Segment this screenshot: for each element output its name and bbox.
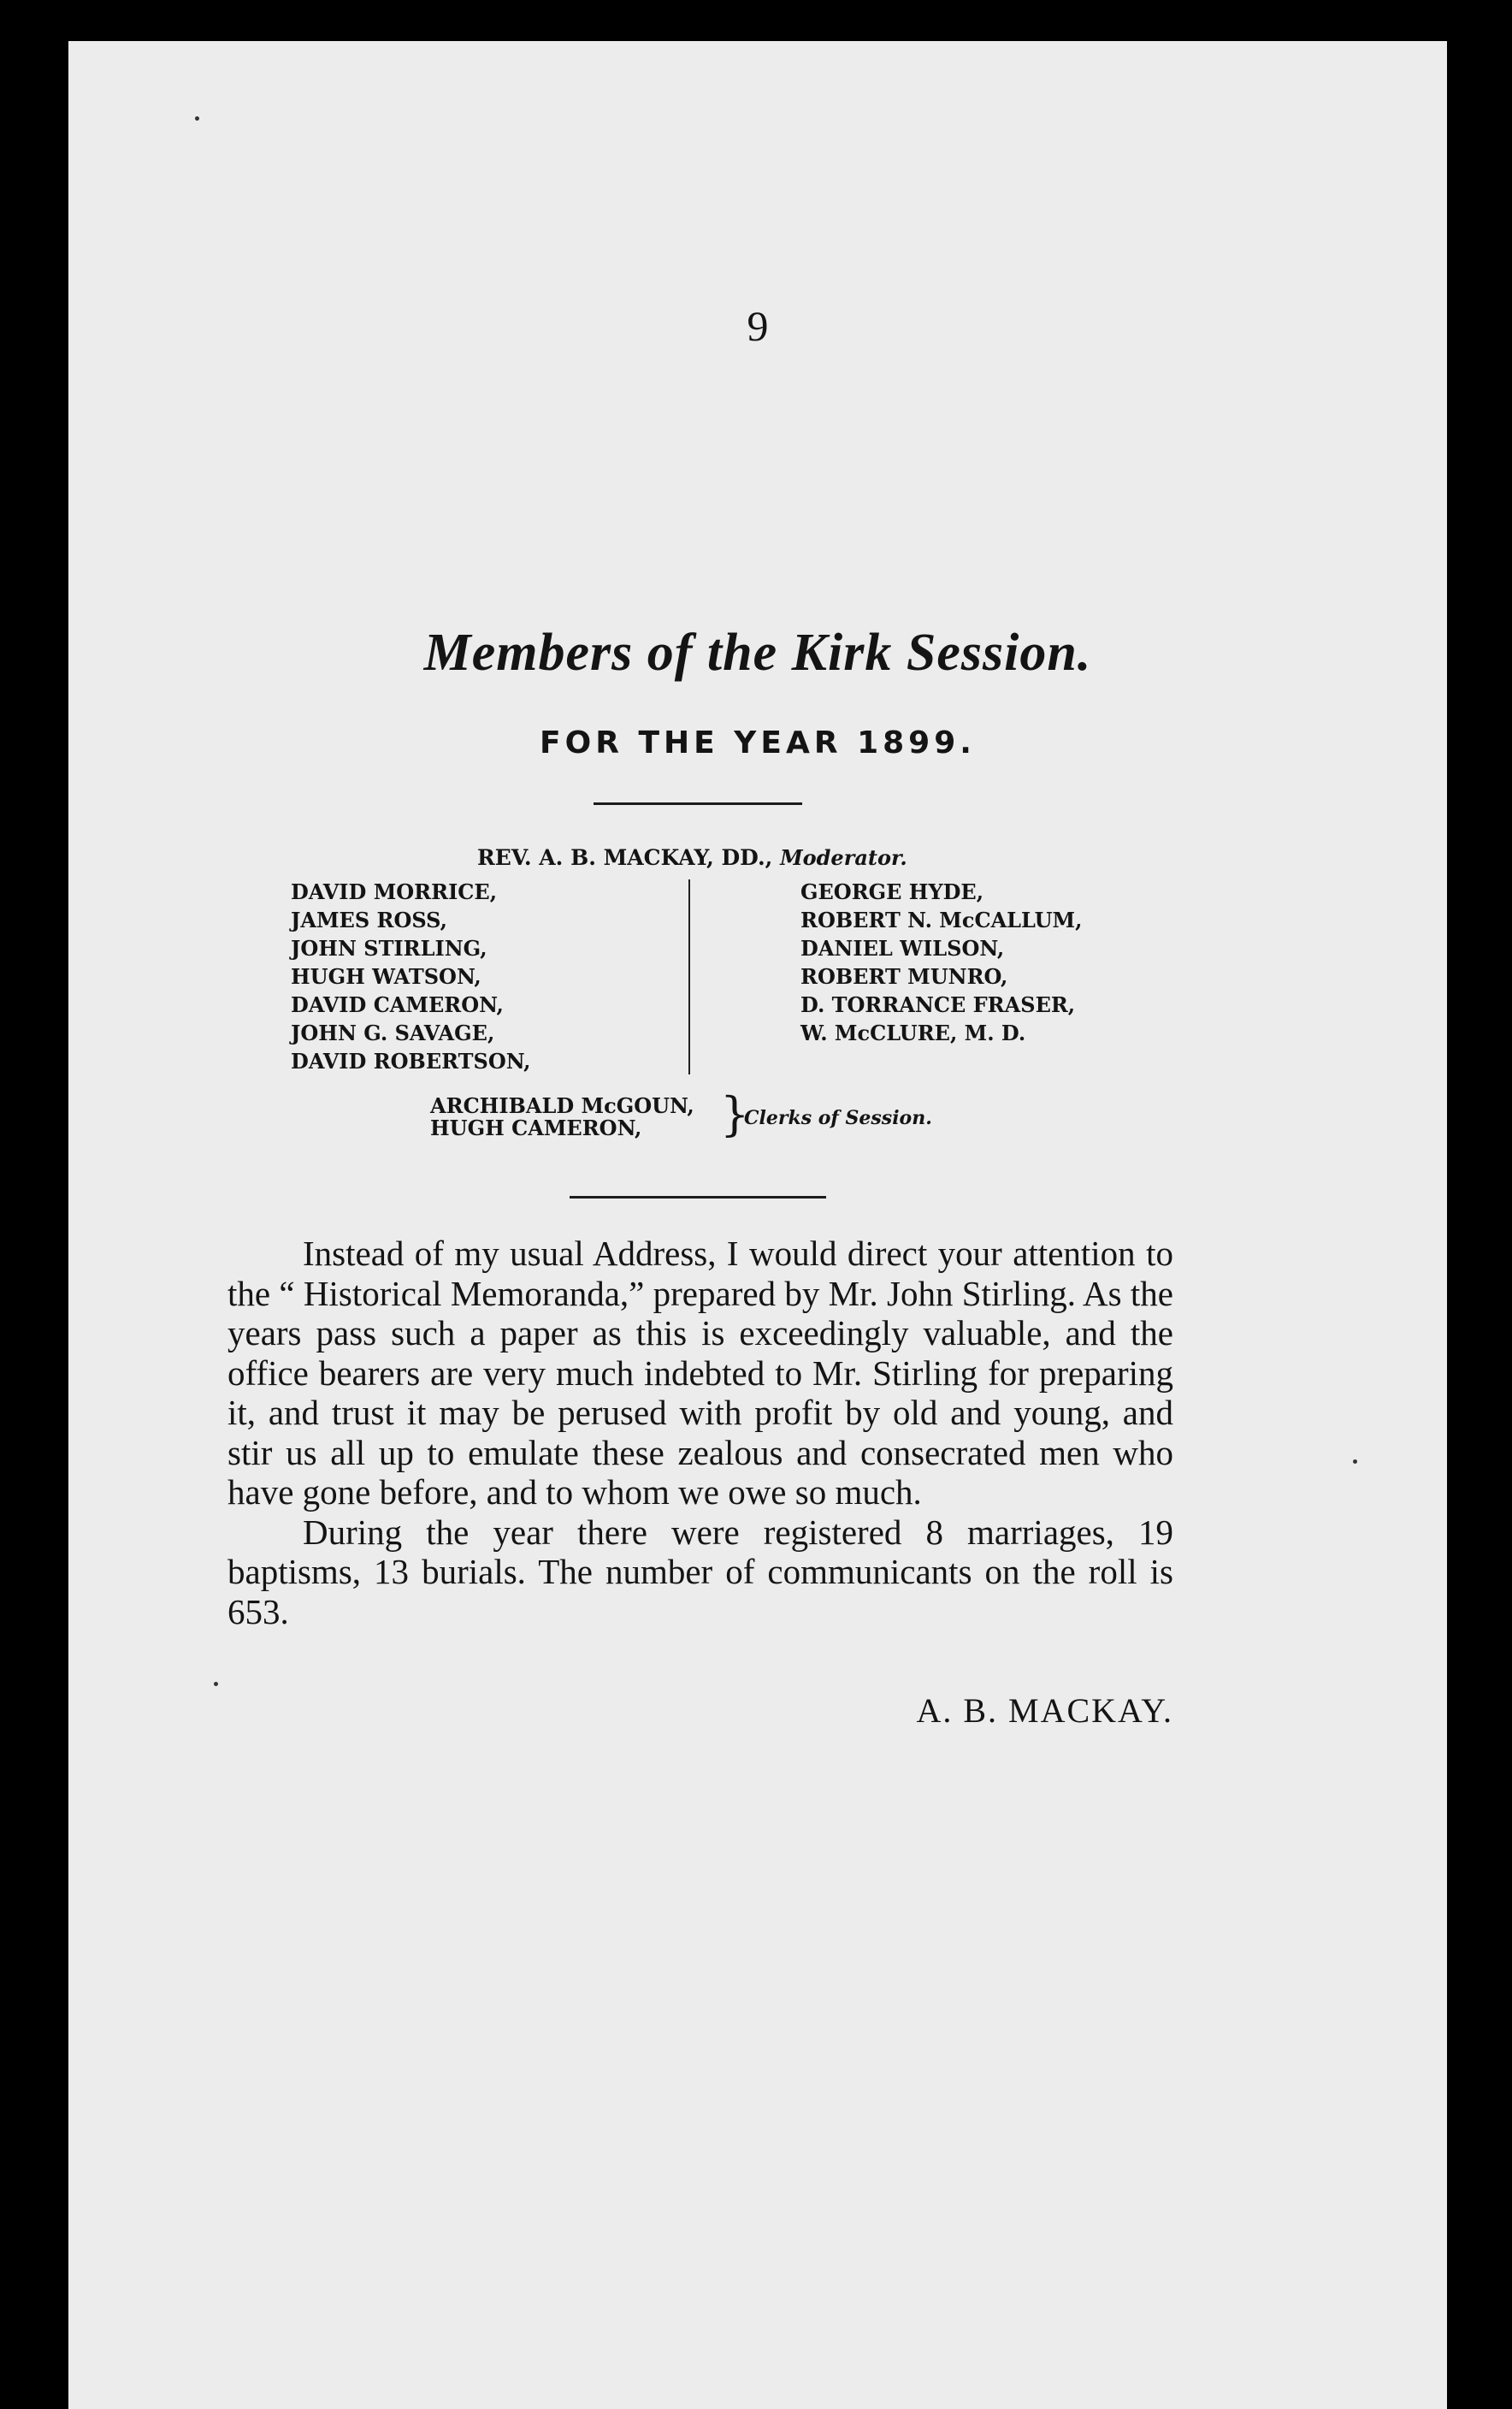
member-name: JAMES ROSS, xyxy=(291,908,448,932)
member-name: JOHN G. SAVAGE, xyxy=(291,1021,495,1045)
column-divider xyxy=(688,879,690,1074)
moderator-role: Moderator. xyxy=(780,845,907,870)
member-name: JOHN STIRLING, xyxy=(291,936,487,961)
clerks-role: Clerks of Session. xyxy=(744,1107,932,1129)
member-name: DAVID ROBERTSON, xyxy=(291,1049,531,1074)
clerks-names xyxy=(430,1095,694,1139)
member-name: D. TORRANCE FRASER, xyxy=(800,992,1076,1017)
paragraph: During the year there were registered 8 marriages, 19 baptisms, 13 burials. The number of communicants on the roll is 653. xyxy=(227,1512,1173,1631)
member-name: DAVID CAMERON, xyxy=(291,992,504,1017)
member-name: DAVID MORRICE, xyxy=(291,879,498,904)
moderator-line xyxy=(477,845,907,870)
divider-rule-top xyxy=(594,802,802,805)
document-page xyxy=(68,41,1447,2409)
member-name: ROBERT N. McCALLUM, xyxy=(800,908,1083,932)
divider-rule-bottom xyxy=(570,1196,826,1199)
page-title: Members of the Kirk Session. xyxy=(423,624,1092,682)
member-name: W. McCLURE, M. D. xyxy=(800,1021,1026,1045)
paper-speck xyxy=(195,116,199,121)
paper-speck xyxy=(214,1682,218,1686)
brace-glyph: } xyxy=(720,1087,750,1141)
member-name: HUGH WATSON, xyxy=(291,964,481,989)
address-text xyxy=(227,1234,1173,1631)
member-name: DANIEL WILSON, xyxy=(800,936,1005,961)
page-number: 9 xyxy=(747,302,769,350)
clerk-name: HUGH CAMERON, xyxy=(430,1116,642,1140)
members-left-column xyxy=(291,878,531,1075)
clerk-name: ARCHIBALD McGOUN, xyxy=(430,1093,694,1118)
page-subtitle: FOR THE YEAR 1899. xyxy=(540,725,976,761)
member-name: GEORGE HYDE, xyxy=(800,879,984,904)
members-right-column xyxy=(800,878,1082,1047)
member-name: ROBERT MUNRO, xyxy=(800,964,1008,989)
paper-speck xyxy=(1353,1459,1357,1464)
signature: A. B. MACKAY. xyxy=(916,1691,1173,1730)
moderator-name: REV. A. B. MACKAY, DD., xyxy=(477,845,773,870)
paragraph: Instead of my usual Address, I would direct your attention to the “ Historical Memoranda,” prepared by Mr. John Stirling. As the years pass such a paper as this is exceedingly valuable, and the office bearers are very much indebted to Mr. Stirling for preparing it, and trust it may be perused with profit by old and young, and stir us all up to emulate these zealous and consecrated men who have gone before, and to whom we owe so much. xyxy=(227,1234,1173,1512)
